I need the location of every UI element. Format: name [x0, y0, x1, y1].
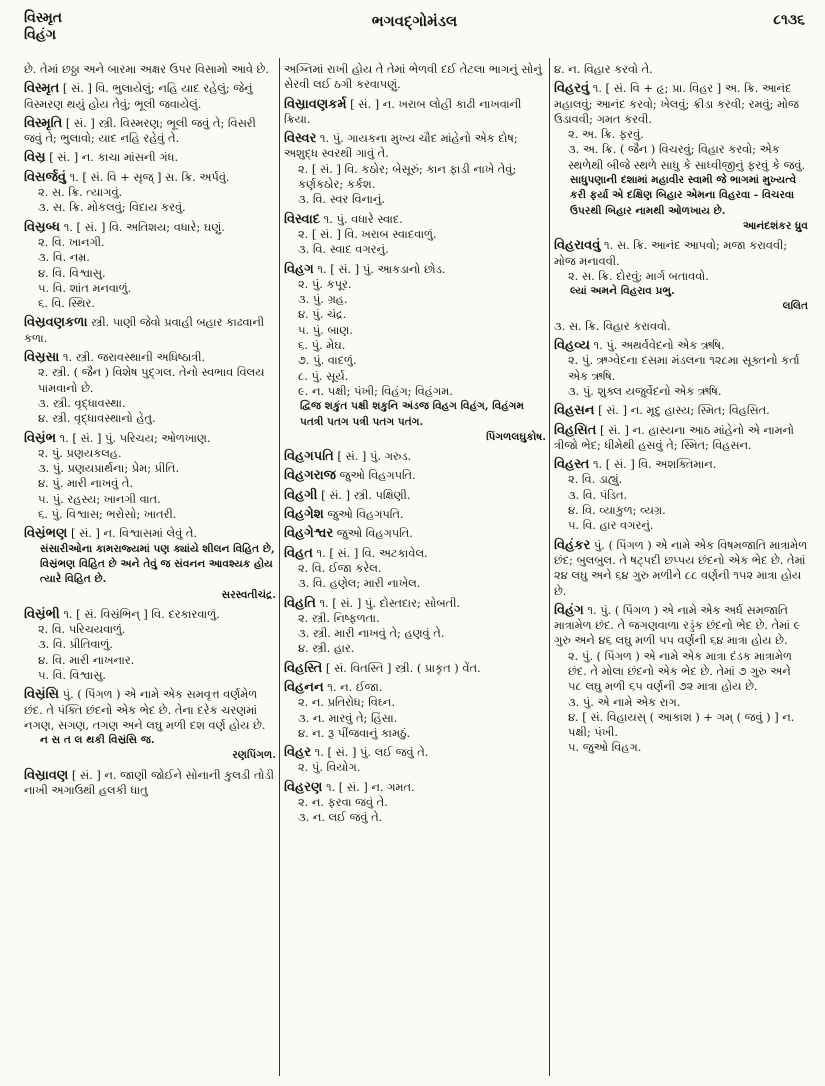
entry-sense — [284, 292, 546, 307]
quotation-source: લલિત — [782, 300, 808, 313]
headword: વિહતિ — [284, 595, 316, 611]
headword: વિસ્રંસિ — [24, 687, 60, 703]
entry-sense — [554, 518, 808, 533]
entry-sense — [24, 266, 276, 281]
dictionary-entry — [24, 350, 276, 426]
column-2 — [284, 62, 546, 1076]
definition-text: ૪. વિ. મારી નાખનાર. — [38, 652, 135, 667]
entry-definition — [284, 468, 546, 483]
definition-text: [ સં. ] ન. હાસ્યના આઠ માંહેનો એ નામનો ત્રીજો ભેદ; ધીમેથી હસવું તે; સ્મિત; વિહસન. — [554, 422, 794, 452]
definition-text: ૨. સ્ત્રી. ( જૈન ) વિશેષ પુદ્ગલ. તેનો સ્વભાવ વિલય પામવાનો છે. — [38, 365, 265, 395]
dictionary-entry — [284, 745, 546, 776]
dictionary-entry — [24, 526, 276, 602]
dictionary-entry — [284, 62, 546, 93]
definition-text: ૧. [ સં. વિસ્રંભિન્ ] વિ. દરકારવાળું. — [63, 606, 220, 621]
definition-text: ૫. પું. રહસ્ય; ખાનગી વાત. — [38, 491, 161, 506]
entry-sense — [284, 162, 546, 193]
definition-text: ૨. પું. પ્રણયકલહ. — [38, 445, 122, 460]
entry-definition — [284, 661, 546, 676]
definition-text: ૧. [ સં. ] પું. આકડાનો છોડ. — [317, 261, 446, 276]
entry-definition — [284, 780, 546, 795]
definition-text: ૧. સ. ક્રિ. આનંદ આપવો; મજા કરાવવી; મોજ મનાવવી. — [554, 238, 788, 268]
definition-text: ૨. સ. ક્રિ. દોરવું; માર્ગ બતાવવો. — [568, 268, 709, 283]
definition-text: ૬. વિ. સ્થિર. — [38, 296, 95, 311]
entry-sense — [284, 810, 546, 825]
definition-text: ૩. પું. પ્રણયપ્રાર્થના; પ્રેમ; પ્રીતિ. — [38, 461, 180, 476]
entry-sense — [284, 760, 546, 775]
entry-definition — [554, 403, 808, 418]
entry-definition — [24, 170, 276, 185]
headword: વિહર — [284, 745, 312, 761]
definition-text: ૭. પું. વાદળું. — [298, 353, 357, 368]
definition-text: [ સં. ] વિ. ભુલાયેલું; નહિ યાદ રહેલું; જેનું વિસ્મરણ થયું હોય તેવું; ભૂલી જવાયેલું. — [24, 81, 253, 111]
quotation-source: આનંદશંકર ધ્રુવ — [742, 219, 808, 232]
entry-sense — [554, 488, 808, 503]
dictionary-entry — [554, 238, 808, 314]
definition-text: જુઓ વિહગપતિ. — [339, 468, 416, 483]
dictionary-entry — [554, 338, 808, 399]
guide-word-last: વિહંગ — [24, 27, 57, 43]
definition-text: ૨. સ. ક્રિ. ત્યાગવું. — [38, 185, 123, 200]
definition-text: ૧. પું. ( પિંગળ ) એ નામે એક અર્ધ સમજાતિ માત્રામેળ છંદ. તે જગણવાળા રડ્ડંક છંદનો ભેદ છે. તેમાં ૯ ગુરુ અને ૪૬ લઘુ મળી ૫૫ વર્ણની ૬૪ માત્રા હોય છે. — [554, 602, 801, 648]
definition-text: ૪. [ સં. વિહાયસ્ ( આકાશ ) + ગમ્ ( જવું ) ] ન. પક્ષી; પંખી. — [568, 709, 795, 740]
definition-text: અગ્નિમાં રાખી હોય તે તેમાં ભેળવી દઈ તેટલા ભાગનું સોનું સેરવી લઈ ઠગી કરવાપણું. — [284, 62, 542, 92]
headword: વિસ્રાવણકર્મ — [284, 96, 347, 112]
quotation-source: રણપિંગળ. — [232, 749, 276, 762]
entry-quotation: સાધુપણાની દશામાં મહાવીર સ્વામી જે ભાગમાં મુખ્યત્વે કરી ફર્યા એ દક્ષિણ બિહાર એમના વિહરવા - વિચરવા ઉપરથી બિહાર નામથી ઓળખાય છે. — [570, 174, 797, 217]
entry-sense — [554, 142, 808, 173]
definition-text: ૪. વિ. વિશ્વાસુ. — [38, 265, 106, 280]
entry-sense — [284, 323, 546, 338]
definition-text: ૨. વિ. ખાનગી. — [38, 234, 105, 249]
headword: વિહરવું — [554, 81, 590, 97]
entry-sense — [554, 472, 808, 487]
headword: વિહંકર — [554, 537, 591, 553]
headword: વિસ્રાવણ — [24, 767, 69, 783]
column-3 — [554, 62, 808, 1076]
headword: વિસ્રવણકળા — [24, 315, 88, 331]
definition-text: [ સં. ] ન. કાચા માંસની ગંધ. — [49, 150, 179, 165]
definition-text: ૨. વિ. ડાહ્યું. — [568, 472, 623, 487]
dictionary-entry — [284, 97, 546, 128]
definition-text: ૧. [ સં. ] વિ. અટકાવેલ. — [316, 545, 428, 560]
definition-text: ૪. પું. મારી નાખવું તે. — [38, 476, 134, 491]
entry-sense — [24, 235, 276, 250]
entry-sense — [554, 503, 808, 518]
entry-definition — [284, 262, 546, 277]
entry-definition — [24, 220, 276, 235]
entry-sense — [284, 353, 546, 368]
headword: વિહંગ — [554, 602, 584, 618]
entry-sense — [554, 649, 808, 695]
entry-sense — [24, 668, 276, 683]
definition-text: ૩. વિ. નમ્ર. — [38, 250, 90, 265]
definition-text: ૨. ન. પ્રતિરોધ; વિઘ્ન. — [298, 695, 396, 710]
entry-sense — [554, 695, 808, 710]
definition-text: ૨. વિ. પરિચયવાળું. — [38, 622, 126, 637]
dictionary-entry — [24, 687, 276, 763]
entry-definition — [284, 596, 546, 611]
entry-quotation: લ્યાં અમને વિહરાવ પ્રભુ. — [570, 285, 675, 298]
entry-sense — [284, 242, 546, 257]
headword: વિહગ — [284, 261, 314, 277]
dictionary-entry — [554, 423, 808, 454]
headword: વિસ્રબ્ધ — [24, 219, 61, 235]
entry-sense — [24, 476, 276, 491]
definition-text: [ સં. ] સ્ત્રી. વિસ્મરણ; ભૂલી જવું તે; વિસરી જવું તે; ભુલાવો; યાદ નહિ રહેવું તે. — [24, 115, 256, 146]
dictionary-entry — [284, 212, 546, 258]
entry-definition — [554, 457, 808, 472]
definition-text: પું. ( પિંગળ ) એ નામે એક સમવૃત્ત વર્ણમેળ છંદ. તે પંક્તિ છંદનો એક ભેદ છે. તેના દરેક ચરણમાં નગણ, સગણ, તગણ અને લઘુ મળી દશ વર્ણ હોય છે. — [24, 687, 266, 732]
entry-definition — [554, 338, 808, 353]
definition-text: ૧. ન. ઈજા. — [327, 679, 383, 694]
entry-sense — [24, 411, 276, 426]
dictionary-entry — [24, 220, 276, 312]
page-number: ૮૧૩૬ — [773, 12, 805, 28]
dictionary-entry — [24, 607, 276, 683]
entry-definition — [554, 603, 808, 649]
entry-definition — [284, 745, 546, 760]
column-1 — [24, 62, 276, 1076]
definition-text: ૨. પું. કપૂર. — [298, 276, 352, 291]
dictionary-entry — [284, 507, 546, 522]
definition-text: ૨. સ્ત્રી. નિષ્ફળતા. — [298, 610, 380, 625]
dictionary-entry — [284, 449, 546, 464]
headword: વિહગી — [284, 487, 318, 503]
headword: વિહગેશ — [284, 507, 324, 523]
definition-text: ૧. [ સં. વિ + સૃજ્ ] સ. ક્રિ. અર્પવું. — [69, 169, 230, 184]
entry-sense — [24, 622, 276, 637]
entry-sense — [24, 365, 276, 396]
definition-text: ૪. સ્ત્રી. હાર. — [298, 641, 355, 656]
dictionary-entry — [284, 131, 546, 207]
entry-definition — [24, 315, 276, 346]
entry-quotation: સંસારીઓના કામરાજ્યમાં પણ ક્યાંયે શીલન વિહિત છે, વિસ્રંભણ વિહિત છે અને તેવું જ સંવનન આવશ્યક હોય ત્યારે વિહિત છે. — [40, 542, 275, 586]
definition-text: [ સં. ] સ્ત્રી. પક્ષિણી. — [321, 487, 411, 502]
headword: વિસ્રંભણ — [24, 526, 68, 542]
definition-text: [ સં. ] ન. ખરાબ લોહી કાઢી નાખવાની ક્રિયા. — [284, 96, 522, 126]
definition-text: જુઓ વિહગપતિ. — [336, 526, 413, 541]
definition-text: ૨. [ સં. ] વિ. કઠોર; બેસૂરું; કાન ફાડી નાખે તેવું; કર્ણકઠોર; કર્કશ. — [298, 161, 517, 192]
headword: વિહરણ — [284, 779, 323, 795]
definition-text: ૨. ન. ફરવા જવું તે. — [298, 795, 388, 810]
definition-text: ૧. [ સં. ] વિ. અશક્તિમાન. — [592, 457, 717, 472]
definition-text: [ સં. ] ન. જાણી જોઈને સોનાની કુલડી તોડી નાખી અગાઉથી હલકી ધાતુ — [24, 767, 274, 798]
definition-text: ૩. સ. ક્રિ. મોકલવું; વિદાય કરવું. — [38, 200, 186, 215]
entry-sense — [284, 277, 546, 292]
dictionary-entry — [284, 488, 546, 503]
entry-sense — [284, 384, 546, 399]
column-divider — [549, 58, 550, 1076]
entry-sense — [554, 710, 808, 741]
guide-word-first: વિસ્મૃત — [24, 10, 62, 26]
page-title: ભગવદ્ગોમંડલ — [371, 12, 458, 30]
entry-definition — [24, 607, 276, 622]
definition-text: ૫. પું. બાણ. — [298, 322, 353, 337]
entry-sense — [284, 626, 546, 641]
definition-text: ૩. અ. ક્રિ. ( જૈન ) વિચરવું; વિહાર કરવો; એક સ્થળેથી બીજે સ્થળે સાધુ કે સાધ્વીજીનું ફરવું કે જવું. — [568, 142, 806, 172]
dictionary-entry — [24, 315, 276, 346]
dictionary-entry — [284, 546, 546, 592]
definition-text: ૩. પું. એ નામે એક રાગ. — [568, 694, 681, 709]
definition-text: ૨. [ સં. ] વિ. ખરાબ સ્વાદવાળું. — [298, 226, 437, 241]
definition-text: ૨. પું. ( પિંગળ ) એ નામે એક માત્રા દંડક માત્રામેળ છંદ. તે મોલા છંદનો એક ભેદ છે. તેમાં ૭ ગુરુ અને ૫૮ લઘુ મળી ૬૫ વર્ણની ૭૨ માત્રા હોય છે. — [568, 648, 792, 694]
headword: વિસ્ર — [24, 150, 46, 166]
definition-text: ૧. [ સં. ] ન. ગમત. — [325, 779, 415, 794]
entry-sense — [284, 611, 546, 626]
entry-definition — [24, 687, 276, 733]
definition-text: ૪. વિ. વ્યાકુળ; વ્યગ્ર. — [568, 503, 666, 518]
definition-text: ૧. [ સં. વિ + હૃ; પ્રા. વિહર ] અ. ક્રિ. આનંદ મહાલવું; આનંદ કરવો; ખેલવું; ક્રીડા કરવી; રમવું; મોજ ઉડાવવી; ગમત કરવી. — [554, 81, 799, 126]
entry-definition — [24, 116, 276, 147]
entry-definition — [24, 526, 276, 541]
definition-text: ૧. પું. ગાયકના મુખ્ય ચૌદ માંહેનો એક દોષ; અશુદ્ધ સ્વરથી ગાવું તે. — [284, 131, 518, 161]
headword: વિહત — [284, 545, 313, 561]
headword: વિહગેશ્વર — [284, 526, 334, 542]
entry-sense — [284, 192, 546, 207]
entry-definition — [24, 150, 276, 165]
definition-text: ૧. [ સં. ] પું. લઈ જવું તે. — [314, 745, 429, 760]
definition-text: ૧. [ સં. ] પું. દોસ્તદાર; સોબતી. — [319, 595, 461, 610]
definition-text: ૫. વિ. વિશ્વાસુ. — [38, 667, 107, 682]
dictionary-entry — [554, 319, 808, 334]
definition-text: ૫. વિ. હાર વગરનું. — [568, 518, 654, 533]
headword: વિહસ્ત — [554, 457, 590, 473]
column-divider — [279, 58, 280, 1076]
definition-text: ૩. પું. શુક્લ યજુર્વેદનો એક ઋષિ. — [568, 383, 722, 398]
entry-definition — [554, 423, 808, 454]
definition-text: ૧. પું. અથર્વવેદનો એક ઋષિ. — [593, 338, 725, 353]
dictionary-entry — [284, 661, 546, 676]
entry-definition — [284, 212, 546, 227]
definition-text: ૮. પું. સૂર્ય. — [298, 368, 349, 383]
definition-text: ૯. ન. પક્ષી; પંખી; વિહંગ; વિહંગમ. — [298, 383, 453, 398]
definition-text: ૩. વિ. સ્વર વિનાનું. — [298, 192, 386, 207]
definition-text: [ સં. ] ન. વિશ્વાસમાં લેવું તે. — [70, 526, 198, 541]
dictionary-entry — [554, 603, 808, 756]
headword: વિહરાવવું — [554, 238, 601, 254]
headword: વિસ્મૃત — [24, 81, 60, 97]
entry-sense — [554, 127, 808, 142]
definition-text: જુઓ વિહગપતિ. — [327, 507, 404, 522]
definition-text: ૩. વિ. હણેલ; મારી નાખેલ. — [298, 576, 421, 591]
entry-sense — [284, 726, 546, 741]
headword: વિસ્રસા — [24, 350, 60, 366]
entry-definition — [284, 680, 546, 695]
entry-sense — [24, 637, 276, 652]
quotation-source: સરસ્વતીચંદ્ર. — [221, 588, 276, 601]
definition-text: [ સં. ] પું. ગરુડ. — [337, 449, 412, 464]
entry-sense — [284, 338, 546, 353]
entry-definition — [284, 449, 546, 464]
definition-text: સ્ત્રી. પાણી જેવો પ્રવાહી બહાર કાઢવાની કળા. — [24, 315, 265, 345]
entry-definition — [554, 62, 808, 77]
definition-text: ૨. પું. ઋગ્વેદના દસમા મંડલના ૧૨૮મા સૂક્તનો કર્તા એક ઋષિ. — [568, 353, 800, 383]
headword: વિહસ્તિ — [284, 660, 323, 676]
entry-definition — [24, 768, 276, 799]
definition-text: ૬. પું. મેઘ. — [298, 338, 346, 353]
entry-sense — [24, 200, 276, 215]
entry-definition — [284, 526, 546, 541]
definition-text: ૫. વિ. શાંત મનવાળું. — [38, 280, 132, 295]
entry-quotation: દ્વિજ શકુંત પક્ષી શકુનિ અંડજ વિહગ વિહંગ, વિહંગમ પતત્રી પતગ પત્રી પતગ પતંગ. — [300, 400, 525, 428]
entry-definition — [24, 62, 276, 77]
dictionary-entry — [554, 62, 808, 77]
entry-sense — [24, 446, 276, 461]
dictionary-entry — [554, 81, 808, 234]
definition-text: ૩. સ્ત્રી. મારી નાખવું તે; હણવું તે. — [298, 626, 445, 641]
headword: વિહનન — [284, 679, 324, 695]
dictionary-entry — [284, 468, 546, 483]
entry-definition — [284, 488, 546, 503]
definition-text: ૧. [ સં. ] પું. પરિચય; ઓળખાણ. — [59, 430, 211, 445]
dictionary-entry — [284, 526, 546, 541]
quotation-source: પિંગળલઘુકોષ. — [486, 430, 546, 443]
entry-sense — [284, 711, 546, 726]
entry-sense — [284, 227, 546, 242]
definition-text: ૪. પું. ચંદ્ર. — [298, 307, 347, 322]
definition-text: ૩. સ્ત્રી. વૃદ્ધાવસ્થા. — [38, 395, 126, 410]
definition-text: ૩. ન. લઈ જવું તે. — [298, 810, 383, 825]
entry-sense — [24, 281, 276, 296]
headword: વિહસિત — [554, 422, 597, 438]
headword: વિહગરાજ — [284, 468, 336, 484]
entry-definition — [284, 131, 546, 162]
entry-sense — [24, 250, 276, 265]
entry-sense — [284, 795, 546, 810]
entry-sense — [24, 653, 276, 668]
entry-sense — [554, 384, 808, 399]
dictionary-entry — [24, 150, 276, 165]
definition-text: ૨. પું. વિયોગ. — [298, 760, 361, 775]
headword: વિસ્વર — [284, 131, 317, 147]
dictionary-entry — [284, 596, 546, 657]
definition-text: ૩. ન. મારવું તે; હિંસા. — [298, 710, 398, 725]
entry-definition — [284, 62, 546, 93]
page-header — [24, 10, 805, 43]
entry-quotation: ન સ ત લ થકી વિસ્રંસિ જ. — [40, 734, 155, 747]
definition-text: ૪. ન. રૂ પીંજવાનું કામઠું. — [298, 725, 411, 740]
dictionary-entry — [284, 780, 546, 826]
entry-sense — [24, 492, 276, 507]
definition-text: ૩. સ. ક્રિ. વિહાર કરાવવો. — [554, 318, 671, 333]
entry-sense — [24, 396, 276, 411]
dictionary-entry — [284, 262, 546, 446]
entry-sense — [554, 353, 808, 384]
entry-definition — [24, 81, 276, 112]
dictionary-entry — [24, 170, 276, 216]
definition-text: ૩. વિ. સ્વાદ વગરનું. — [298, 242, 389, 257]
definition-text: ૪. ન. વિહાર કરવો તે. — [554, 62, 653, 76]
definition-text: પું. ( પિંગળ ) એ નામે એક વિષમજાતિ માત્રામેળ છંદ; બુલબુલ. તે ષટ્પદી છપ્પય છંદનો એક ભેદ છે. તેમાં ૨૪ લઘુ અને ૬૪ ગુરુ મળીને ૮૮ વર્ણની ૧૫૨ માત્રા હોય છે. — [554, 537, 808, 598]
entry-definition — [24, 431, 276, 446]
definition-text: ૪. સ્ત્રી. વૃદ્ધાવસ્થાનો હેતુ. — [38, 411, 156, 426]
definition-text: [ સં. વિતસ્તિ ] સ્ત્રી. ( પ્રાકૃત ) વેંત. — [325, 660, 481, 675]
definition-text: ૧. [ સં. ] વિ. અતિશય; વધારે; ઘણું. — [63, 219, 225, 234]
definition-text: ૩. પું. ગ્રહ. — [298, 292, 348, 307]
entry-definition — [554, 238, 808, 269]
dictionary-entry — [554, 457, 808, 533]
definition-text: ૨. વિ. ઈજા કરેલ. — [298, 560, 382, 575]
entry-sense — [554, 740, 808, 755]
entry-sense — [284, 307, 546, 322]
entry-sense — [284, 561, 546, 576]
entry-definition — [554, 81, 808, 127]
entry-sense — [24, 185, 276, 200]
headword: વિસ્રંભ — [24, 430, 56, 446]
dictionary-entry — [24, 62, 276, 77]
dictionary-entry — [24, 431, 276, 523]
headword: વિસ્રંભી — [24, 606, 60, 622]
entry-definition — [284, 507, 546, 522]
entry-definition — [24, 350, 276, 365]
headword: વિહવ્ય — [554, 338, 590, 354]
dictionary-entry — [554, 538, 808, 599]
entry-sense — [284, 369, 546, 384]
entry-sense — [24, 296, 276, 311]
definition-text: ૧. સ્ત્રી. જરાવસ્થાની અધિષ્ઠાત્રી. — [62, 350, 206, 365]
entry-definition — [554, 319, 808, 334]
definition-text: ૩. વિ. પ્રીતિવાળું. — [38, 637, 113, 652]
entry-sense — [24, 507, 276, 522]
entry-definition — [554, 538, 808, 599]
entry-sense — [554, 269, 808, 284]
definition-text: ૩. વિ. પંડિત. — [568, 487, 628, 502]
entry-definition — [284, 546, 546, 561]
definition-text: ૧. પું. વધારે સ્વાદ. — [323, 211, 403, 226]
definition-text: [ સં. ] ન. મૃદુ હાસ્ય; સ્મિત; વિહસિત. — [598, 403, 770, 418]
dictionary-entry — [554, 403, 808, 418]
entry-definition — [284, 97, 546, 128]
entry-sense — [284, 576, 546, 591]
entry-sense — [284, 695, 546, 710]
headword: વિસ્વાદ — [284, 211, 321, 227]
dictionary-entry — [24, 116, 276, 147]
dictionary-entry — [284, 680, 546, 741]
definition-text: છે. તેમાં છઠ્ઠા અને બારમા અક્ષર ઉપર વિસામો આવે છે. — [24, 62, 269, 76]
entry-sense — [284, 641, 546, 656]
definition-text: ૨. અ. ક્રિ. ફરવું. — [568, 127, 644, 142]
definition-text: ૫. જુઓ વિહગ. — [568, 740, 642, 755]
dictionary-entry — [24, 768, 276, 799]
entry-sense — [24, 461, 276, 476]
dictionary-entry — [24, 81, 276, 112]
headword: વિહસન — [554, 403, 595, 419]
headword: વિહગપતિ — [284, 449, 334, 465]
definition-text: ૬. પું. વિશ્વાસ; ભરોસો; ખાતરી. — [38, 507, 177, 522]
headword: વિસ્મૃતિ — [24, 115, 63, 131]
headword: વિસર્જવું — [24, 169, 66, 185]
